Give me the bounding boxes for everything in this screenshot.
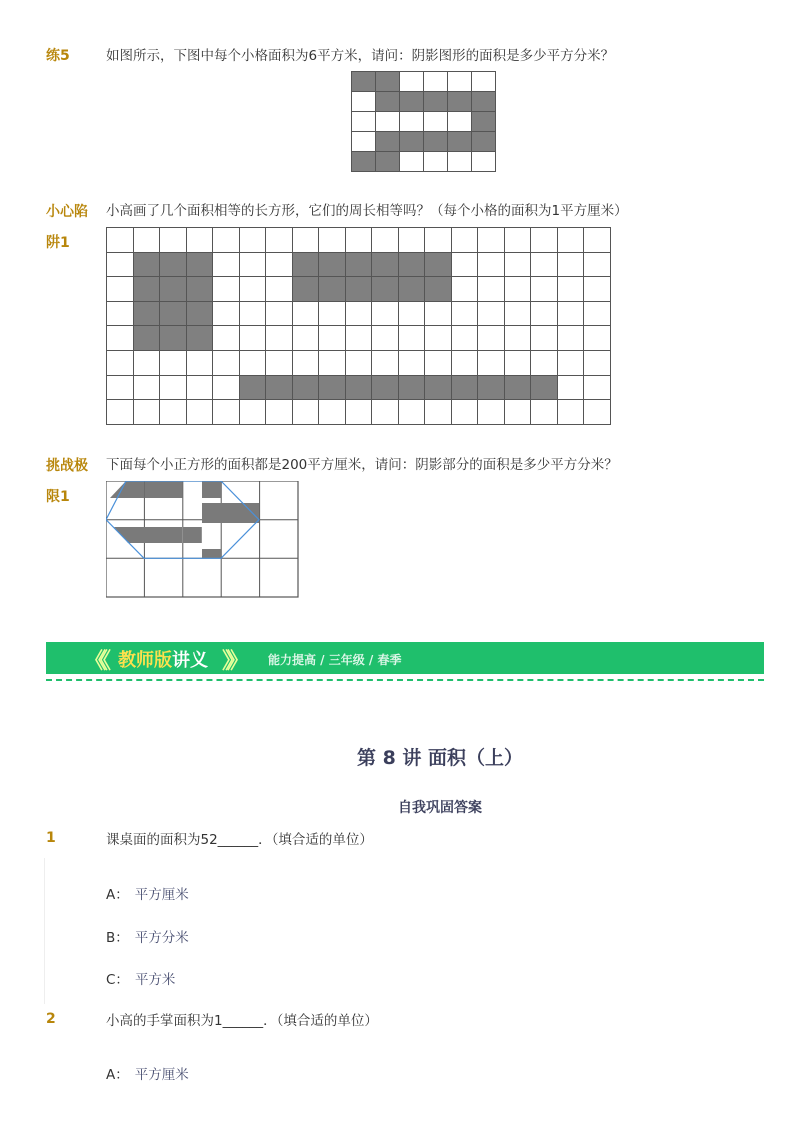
grid-cell xyxy=(451,326,478,351)
shaded-cell xyxy=(425,252,452,277)
grid-cell xyxy=(584,228,611,253)
grid-cell xyxy=(424,112,448,132)
grid-cell xyxy=(557,326,584,351)
grid-cell xyxy=(239,277,266,302)
grid-cell xyxy=(451,400,478,425)
shaded-cell xyxy=(292,277,319,302)
shaded-cell xyxy=(531,375,558,400)
chevron-left-icon: 《《 xyxy=(84,649,106,674)
shaded-cell xyxy=(186,252,213,277)
grid-cell xyxy=(531,301,558,326)
grid-cell xyxy=(478,301,505,326)
shaded-cell xyxy=(319,375,346,400)
grid-cell xyxy=(557,228,584,253)
grid-cell xyxy=(292,400,319,425)
grid-cell xyxy=(292,326,319,351)
grid-cell xyxy=(213,326,240,351)
shaded-cell xyxy=(400,132,424,152)
shaded-cell xyxy=(186,326,213,351)
shaded-cell xyxy=(425,375,452,400)
shaded-cell xyxy=(372,375,399,400)
grid-cell xyxy=(213,350,240,375)
grid-cell xyxy=(584,326,611,351)
shaded-cell xyxy=(398,252,425,277)
grid-cell xyxy=(425,326,452,351)
shaded-cell xyxy=(376,132,400,152)
grid-cell xyxy=(557,252,584,277)
grid-cell xyxy=(266,350,293,375)
grid-cell xyxy=(239,252,266,277)
grid-cell xyxy=(160,228,187,253)
shaded-cell xyxy=(133,277,160,302)
grid-cell xyxy=(531,277,558,302)
grid-cell xyxy=(425,228,452,253)
grid-cell xyxy=(186,228,213,253)
lecture-title: 第 8 讲 面积（上） xyxy=(356,747,524,769)
exercise-5-grid xyxy=(351,71,496,172)
shaded-cell xyxy=(400,92,424,112)
grid-cell xyxy=(345,350,372,375)
grid-cell xyxy=(266,301,293,326)
challenge-1-question: 下面每个小正方形的面积都是200平方厘米，请问：阴影部分的面积是多少平方分米？ xyxy=(106,457,618,473)
grid-cell xyxy=(345,301,372,326)
grid-cell xyxy=(292,350,319,375)
shaded-cell xyxy=(472,92,496,112)
question-1-option-c: C： 平方米 xyxy=(106,972,176,988)
trap-1-tag-line2: 阱1 xyxy=(46,235,70,251)
banner-subtitle: 能力提高 / 三年级 / 春季 xyxy=(268,653,402,667)
grid-cell xyxy=(478,350,505,375)
grid-cell xyxy=(584,350,611,375)
shaded-cell xyxy=(451,375,478,400)
shaded-cell xyxy=(448,132,472,152)
grid-cell xyxy=(186,375,213,400)
grid-cell xyxy=(239,326,266,351)
grid-cell xyxy=(400,152,424,172)
grid-cell xyxy=(345,228,372,253)
grid-cell xyxy=(451,277,478,302)
shaded-cell xyxy=(372,252,399,277)
shaded-cell xyxy=(239,375,266,400)
shaded-cell xyxy=(160,301,187,326)
shaded-cell xyxy=(345,252,372,277)
shaded-cell xyxy=(319,277,346,302)
grid-cell xyxy=(478,252,505,277)
grid-cell xyxy=(107,400,134,425)
grid-cell xyxy=(186,400,213,425)
question-2-number: 2 xyxy=(46,1011,56,1027)
trap-1-grid xyxy=(106,227,611,425)
grid-cell xyxy=(584,301,611,326)
grid-cell xyxy=(557,400,584,425)
grid-cell xyxy=(557,277,584,302)
grid-cell xyxy=(266,277,293,302)
grid-cell xyxy=(345,326,372,351)
shaded-cell xyxy=(372,277,399,302)
grid-cell xyxy=(478,326,505,351)
exercise-5-tag: 练5 xyxy=(46,48,70,64)
grid-cell xyxy=(239,228,266,253)
shaded-cell xyxy=(448,92,472,112)
grid-cell xyxy=(504,350,531,375)
grid-cell xyxy=(213,375,240,400)
grid-cell xyxy=(531,350,558,375)
grid-cell xyxy=(504,228,531,253)
question-1-number: 1 xyxy=(46,830,56,846)
grid-cell xyxy=(398,228,425,253)
grid-cell xyxy=(133,375,160,400)
shaded-cell xyxy=(186,277,213,302)
grid-cell xyxy=(376,112,400,132)
grid-cell xyxy=(239,350,266,375)
shaded-cell xyxy=(292,375,319,400)
grid-cell xyxy=(584,252,611,277)
grid-cell xyxy=(319,400,346,425)
grid-cell xyxy=(160,375,187,400)
question-1-option-b: B： 平方分米 xyxy=(106,930,189,946)
challenge-1-figure xyxy=(106,481,300,599)
section-title: 自我巩固答案 xyxy=(398,800,482,816)
question-1-text: 课桌面的面积为52______．（填合适的单位） xyxy=(106,832,373,848)
shaded-cell xyxy=(376,92,400,112)
shaded-cell xyxy=(376,152,400,172)
grid-cell xyxy=(160,350,187,375)
grid-cell xyxy=(213,400,240,425)
grid-cell xyxy=(584,277,611,302)
shaded-cell xyxy=(133,252,160,277)
banner-title: 教师版讲义 xyxy=(118,650,208,671)
grid-cell xyxy=(504,326,531,351)
grid-cell xyxy=(557,375,584,400)
grid-cell xyxy=(213,277,240,302)
grid-cell xyxy=(400,72,424,92)
grid-cell xyxy=(398,350,425,375)
grid-cell xyxy=(451,228,478,253)
grid-cell xyxy=(239,400,266,425)
shaded-cell xyxy=(292,252,319,277)
shaded-cell xyxy=(425,277,452,302)
shaded-cell xyxy=(352,72,376,92)
shaded-cell xyxy=(472,132,496,152)
grid-cell xyxy=(372,350,399,375)
grid-cell xyxy=(372,301,399,326)
grid-cell xyxy=(213,301,240,326)
grid-cell xyxy=(451,252,478,277)
question-2-option-a: A： 平方厘米 xyxy=(106,1067,189,1083)
grid-cell xyxy=(107,375,134,400)
grid-cell xyxy=(266,400,293,425)
grid-cell xyxy=(319,301,346,326)
grid-cell xyxy=(186,350,213,375)
shaded-cell xyxy=(266,375,293,400)
grid-cell xyxy=(398,326,425,351)
grid-cell xyxy=(292,228,319,253)
grid-cell xyxy=(478,400,505,425)
grid-cell xyxy=(424,152,448,172)
shaded-cell xyxy=(186,301,213,326)
grid-cell xyxy=(319,350,346,375)
grid-cell xyxy=(424,72,448,92)
grid-cell xyxy=(266,326,293,351)
grid-cell xyxy=(133,350,160,375)
grid-cell xyxy=(160,400,187,425)
grid-cell xyxy=(448,112,472,132)
grid-cell xyxy=(472,152,496,172)
challenge-1-tag-line1: 挑战极 xyxy=(46,458,88,474)
shaded-cell xyxy=(319,252,346,277)
grid-cell xyxy=(107,350,134,375)
grid-cell xyxy=(451,301,478,326)
grid-cell xyxy=(504,301,531,326)
shaded-cell xyxy=(160,252,187,277)
margin-line xyxy=(44,858,45,1004)
grid-cell xyxy=(531,252,558,277)
trap-1-tag-line1: 小心陷 xyxy=(46,204,88,220)
grid-cell xyxy=(133,228,160,253)
grid-cell xyxy=(345,400,372,425)
grid-cell xyxy=(400,112,424,132)
chevron-right-icon: 》》 xyxy=(222,649,244,674)
shaded-cell xyxy=(398,375,425,400)
grid-cell xyxy=(504,252,531,277)
grid-cell xyxy=(504,400,531,425)
shaded-cell xyxy=(376,72,400,92)
grid-cell xyxy=(133,400,160,425)
exercise-5-question: 如图所示，下图中每个小格面积为6平方米，请问：阴影图形的面积是多少平方分米？ xyxy=(106,48,615,64)
grid-cell xyxy=(478,228,505,253)
grid-cell xyxy=(107,301,134,326)
trap-1-question: 小高画了几个面积相等的长方形，它们的周长相等吗？（每个小格的面积为1平方厘米） xyxy=(106,203,628,219)
grid-cell xyxy=(372,400,399,425)
grid-cell xyxy=(107,277,134,302)
grid-cell xyxy=(266,252,293,277)
grid-cell xyxy=(531,326,558,351)
shaded-cell xyxy=(160,277,187,302)
grid-cell xyxy=(448,72,472,92)
teacher-edition-banner xyxy=(46,642,764,674)
shaded-cell xyxy=(424,92,448,112)
grid-cell xyxy=(425,350,452,375)
shaded-cell xyxy=(478,375,505,400)
grid-cell xyxy=(372,228,399,253)
grid-cell xyxy=(352,132,376,152)
shaded-cell xyxy=(133,301,160,326)
grid-cell xyxy=(584,375,611,400)
grid-cell xyxy=(319,228,346,253)
grid-cell xyxy=(266,228,293,253)
grid-cell xyxy=(372,326,399,351)
grid-cell xyxy=(451,350,478,375)
grid-cell xyxy=(557,350,584,375)
grid-cell xyxy=(398,301,425,326)
grid-cell xyxy=(472,72,496,92)
shaded-cell xyxy=(133,326,160,351)
grid-cell xyxy=(107,228,134,253)
dashed-divider xyxy=(46,679,764,681)
question-1-option-a: A： 平方厘米 xyxy=(106,887,189,903)
grid-cell xyxy=(352,92,376,112)
shaded-cell xyxy=(352,152,376,172)
grid-cell xyxy=(531,400,558,425)
shaded-cell xyxy=(504,375,531,400)
grid-cell xyxy=(213,252,240,277)
grid-cell xyxy=(557,301,584,326)
grid-cell xyxy=(107,252,134,277)
grid-cell xyxy=(352,112,376,132)
grid-cell xyxy=(448,152,472,172)
question-2-text: 小高的手掌面积为1______．（填合适的单位） xyxy=(106,1013,378,1029)
grid-cell xyxy=(239,301,266,326)
shaded-cell xyxy=(160,326,187,351)
shaded-cell xyxy=(398,277,425,302)
shaded-cell xyxy=(345,375,372,400)
shaded-cell xyxy=(345,277,372,302)
grid-cell xyxy=(425,400,452,425)
grid-cell xyxy=(319,326,346,351)
grid-cell xyxy=(398,400,425,425)
grid-cell xyxy=(292,301,319,326)
grid-cell xyxy=(107,326,134,351)
grid-cell xyxy=(478,277,505,302)
grid-cell xyxy=(425,301,452,326)
grid-cell xyxy=(213,228,240,253)
grid-cell xyxy=(531,228,558,253)
grid-cell xyxy=(504,277,531,302)
shaded-cell xyxy=(424,132,448,152)
grid-cell xyxy=(584,400,611,425)
shaded-cell xyxy=(472,112,496,132)
challenge-1-tag-line2: 限1 xyxy=(46,489,70,505)
